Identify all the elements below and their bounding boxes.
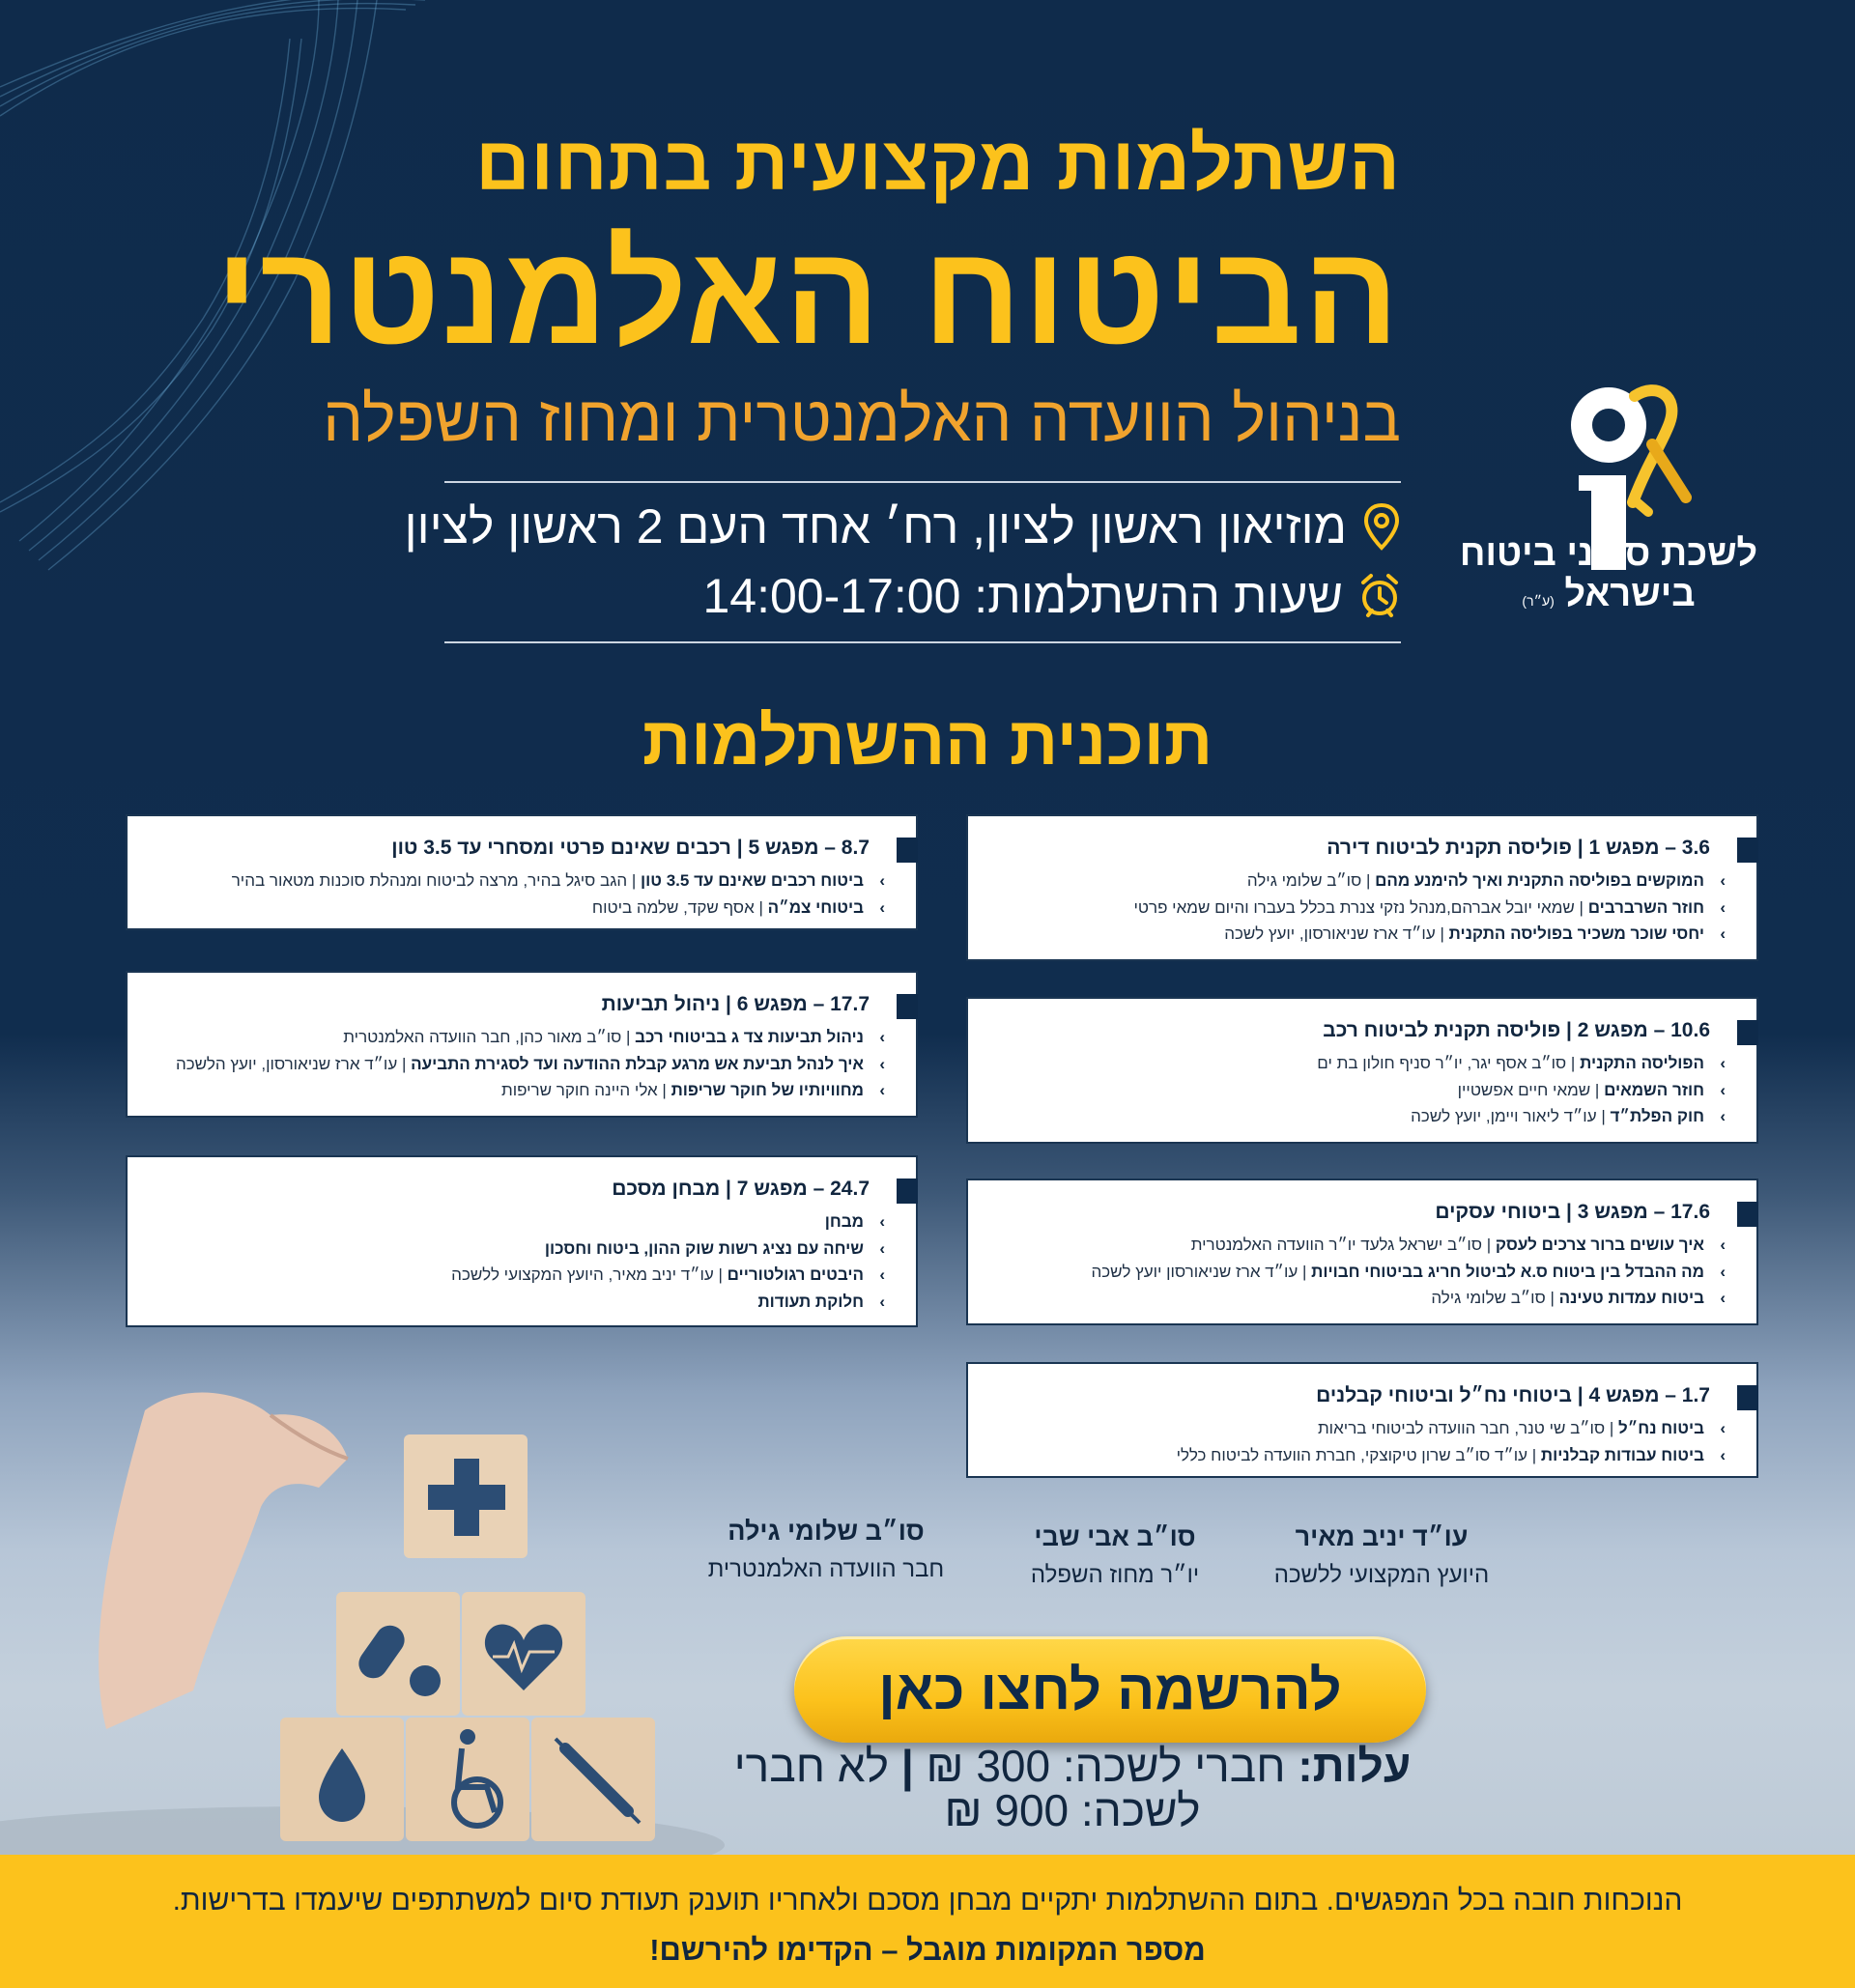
speaker-role: יו״ר מחוז השפלה — [1030, 1562, 1200, 1588]
card-marker — [1737, 1202, 1758, 1227]
alarm-clock-icon — [1358, 573, 1401, 619]
chevron-left-icon: › — [879, 1081, 885, 1099]
session-title: 1.7 – מפגש 4 | ביטוחי נח״ל וביטוחי קבלנים — [1316, 1384, 1710, 1406]
chevron-left-icon: › — [879, 1238, 885, 1258]
header-subtitle: בניהול הוועדה האלמנטרית ומחוז השפלה — [323, 383, 1401, 454]
chevron-left-icon: › — [879, 1054, 885, 1073]
card-marker — [897, 1179, 918, 1204]
logo-name-line2: בישראל (ע״ר) — [1522, 574, 1696, 614]
chevron-left-icon: › — [1720, 1419, 1726, 1437]
speaker-role: היועץ המקצועי ללשכה — [1273, 1562, 1490, 1588]
session-title: 17.7 – מפגש 6 | ניהול תביעות — [601, 993, 870, 1015]
chevron-left-icon: › — [1720, 1235, 1726, 1254]
list-item: › היבטים רגולטוריים | עו״ד יניב מאיר, היועץ המקצועי ללשכה — [147, 1262, 885, 1289]
chevron-left-icon: › — [1720, 1107, 1726, 1125]
list-item: › ביטוח עבודות קבלניות | עו״ד סו״ב שרון טיקוצקי, חברת הוועדה לביטוח כללי — [987, 1442, 1726, 1469]
pills-block-icon — [336, 1592, 460, 1716]
list-item: › מה ההבדל בין ביטוח ס.א לביטול חריג בביטוחי חבויות | עו״ד ארז שניאורסון יועץ לשכה — [987, 1259, 1726, 1286]
location-pin-icon — [1362, 502, 1401, 551]
chevron-left-icon: › — [879, 871, 885, 890]
header-line1: השתלמות מקצועית בתחום — [475, 121, 1401, 206]
card-marker — [1737, 1385, 1758, 1410]
session-title: 3.6 – מפגש 1 | פוליסה תקנית לביטוח דירה — [1327, 837, 1710, 859]
chevron-left-icon: › — [879, 1028, 885, 1046]
session-card — [966, 814, 1758, 961]
chevron-left-icon: › — [879, 1265, 885, 1284]
speaker-name: עו״ד יניב מאיר — [1295, 1522, 1469, 1551]
footer-band — [0, 1855, 1855, 1988]
chevron-left-icon: › — [879, 1212, 885, 1231]
list-item: › ביטוח נח״ל | סו״ב שי טנר, חבר הוועדה לביטוחי בריאות — [987, 1415, 1726, 1442]
chevron-left-icon: › — [1720, 924, 1726, 943]
session-card — [966, 1179, 1758, 1325]
list-item: › חוזר השרברבים | שמאי יובל אברהם,מנהל נזקי צנרת בכלל בעברו והיום שמאי פרטי — [987, 895, 1726, 922]
speaker-name: סו״ב שלומי גילה — [728, 1517, 925, 1546]
session-card — [966, 1362, 1758, 1478]
hours-text: שעות ההשתלמות: 14:00-17:00 — [702, 569, 1343, 623]
list-item: › איך לנהל תביעת אש מרגע קבלת ההודעה ועד לסגירת התביעה | עו״ד ארז שניאורסון, יועץ הלשכה — [147, 1051, 885, 1078]
chevron-left-icon: › — [1720, 1289, 1726, 1307]
list-item: › הפוליסה התקנית | סו״ב אסף יגר, יו״ר סניף חולון בת ים — [987, 1050, 1726, 1077]
divider — [444, 641, 1401, 643]
logo-name: לשכת סוכני ביטוח — [1459, 533, 1758, 574]
card-marker — [1737, 1020, 1758, 1045]
chevron-left-icon: › — [1720, 1080, 1726, 1099]
list-item: › חלוקת תעודות — [147, 1289, 885, 1316]
card-marker — [897, 838, 918, 863]
list-item: › ביטוחי צמ״ה | אסף שקד, שלמה ביטוח — [147, 895, 885, 922]
price-line: עלות: חברי לשכה: 300 ₪ | לא חברי לשכה: 900 ₪ — [733, 1741, 1412, 1835]
program-title: תוכנית ההשתלמות — [642, 703, 1213, 779]
hours-row — [702, 569, 1401, 623]
session-card — [966, 997, 1758, 1144]
heart-block-icon — [462, 1592, 585, 1716]
list-item: › שיחה עם נציג רשות שוק ההון, ביטוח וחסכון — [147, 1235, 885, 1263]
speaker — [1256, 1524, 1507, 1587]
chevron-left-icon: › — [1720, 1054, 1726, 1072]
wheelchair-block-icon — [406, 1718, 529, 1841]
card-marker — [1737, 838, 1758, 863]
plus-block-icon — [404, 1434, 528, 1558]
divider — [444, 481, 1401, 483]
footer-urgency: מספר המקומות מוגבל – הקדימו להירשם! — [649, 1933, 1206, 1967]
list-item: › ניהול תביעות צד ג בביטוחי רכב | סו״ב מאור כהן, חבר הוועדה האלמנטרית — [147, 1024, 885, 1051]
card-marker — [897, 994, 918, 1019]
chevron-left-icon: › — [879, 1292, 885, 1311]
session-title: 10.6 – מפגש 2 | פוליסה תקנית לביטוח רכב — [1323, 1019, 1710, 1041]
session-card — [126, 1155, 918, 1327]
speaker — [989, 1524, 1241, 1587]
session-title: 8.7 – מפגש 5 | רכבים שאינם פרטי ומסחרי עד 3.5 טון — [391, 837, 870, 859]
session-card — [126, 814, 918, 930]
session-title: 24.7 – מפגש 7 | מבחן מסכם — [612, 1178, 870, 1200]
location-text: מוזיאון ראשון לציון, רח׳ אחד העם 2 ראשון לציון — [404, 499, 1347, 554]
speaker-name: סו״ב אבי שבי — [1034, 1522, 1196, 1551]
medical-blocks-illustration — [0, 1323, 754, 1855]
speaker-role: חבר הוועדה האלמנטרית — [707, 1556, 945, 1582]
session-title: 17.6 – מפגש 3 | ביטוחי עסקים — [1435, 1201, 1710, 1223]
chevron-left-icon: › — [1720, 871, 1726, 890]
list-item: › ביטוח רכבים שאינם עד 3.5 טון | הגב סיגל בהיר, מרצה לביטוח ומנהלת סוכנות מטאור בהיר — [147, 867, 885, 895]
list-item: › יחסי שוכר משכיר בפוליסה התקנית | עו״ד ארז שניאורסון, יועץ לשכה — [987, 921, 1726, 948]
syringe-block-icon — [531, 1718, 655, 1841]
header-title: הביטוח האלמנטרי — [215, 215, 1401, 373]
list-item: › ביטוח עמדות טעינה | סו״ב שלומי גילה — [987, 1285, 1726, 1312]
chevron-left-icon: › — [1720, 1262, 1726, 1281]
footer-note: הנוכחות חובה בכל המפגשים. בתום ההשתלמות יתקיים מבחן מסכם ולאחריו תוענק תעודת סיום למשתתפים שיעמדו בדרישות. — [172, 1885, 1683, 1917]
list-item: › מבחן — [147, 1208, 885, 1235]
list-item: › חוק הפלת״ד | עו״ד ליאור ויימן, יועץ לשכה — [987, 1103, 1726, 1130]
list-item: › מחוויותיו של חוקר שריפות | אלי היינה חוקר שריפות — [147, 1077, 885, 1104]
chevron-left-icon: › — [879, 897, 885, 917]
list-item: › המוקשים בפוליסה התקנית ואיך להימנע מהם | סו״ב שלומי גילה — [987, 867, 1726, 895]
session-card — [126, 971, 918, 1118]
drop-block-icon — [280, 1718, 404, 1841]
speaker — [696, 1519, 956, 1581]
location-row — [404, 499, 1401, 554]
list-item: › חוזר השמאים | שמאי חיים אפשטיין — [987, 1077, 1726, 1104]
list-item: › איך עושים ברור צרכים לעסק | סו״ב ישראל גלעד יו״ר הוועדה האלמנטרית — [987, 1232, 1726, 1259]
chevron-left-icon: › — [1720, 897, 1726, 917]
register-button[interactable]: להרשמה לחצו כאן — [794, 1636, 1426, 1743]
chevron-left-icon: › — [1720, 1445, 1726, 1464]
